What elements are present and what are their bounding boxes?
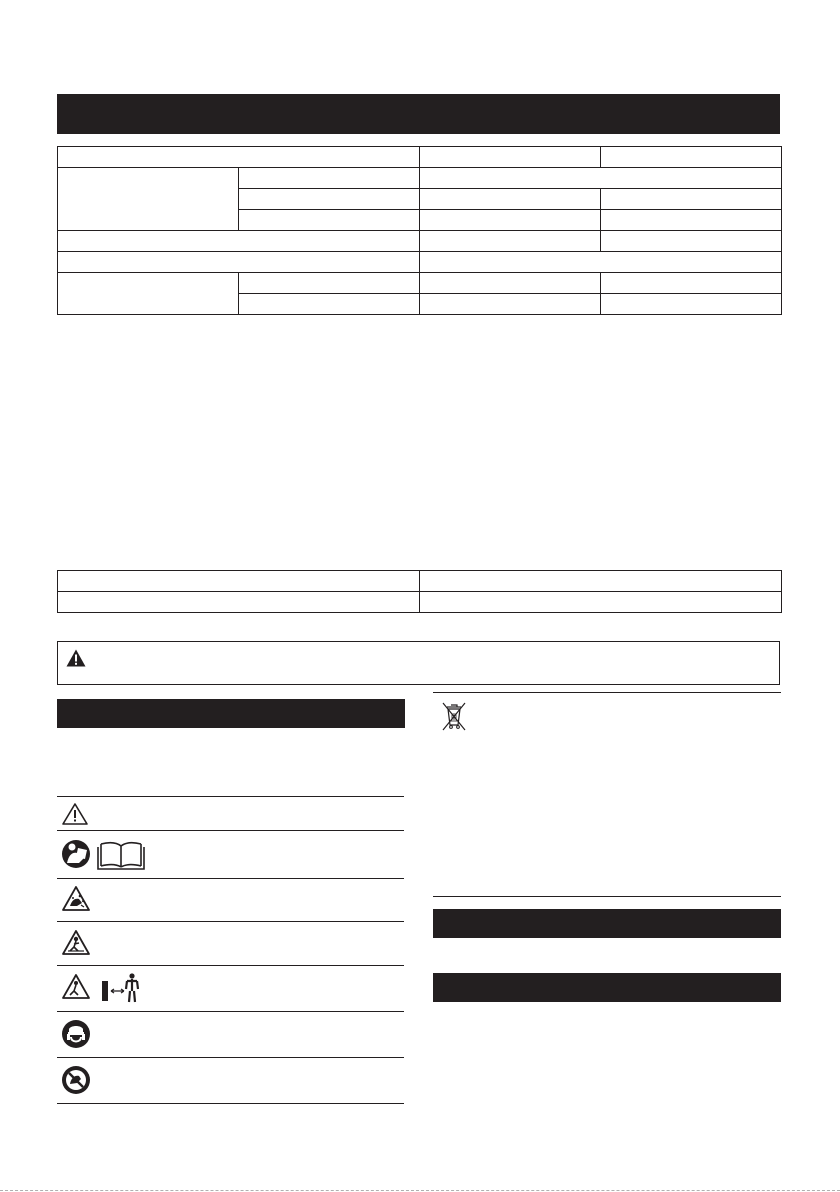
divider [433,692,781,693]
table-cell [601,189,782,210]
table-row [58,147,782,168]
table-cell [239,189,420,210]
table-cell [58,273,239,315]
symbol-row-read-manual [57,831,404,879]
table-cell [601,231,782,252]
table-cell [420,168,782,189]
table-row [58,592,782,613]
table-cell [58,168,239,231]
table-cell [239,168,420,189]
table-cell [58,571,420,592]
table-row [58,231,782,252]
read-manual-icon [61,837,151,871]
warning-triangle-icon [66,649,86,667]
symbols-section-title-band [57,699,405,728]
table-cell [239,210,420,231]
table-cell [420,252,782,273]
header-band [57,94,780,134]
thrown-objects-hazard-icon [61,929,91,957]
table-cell [420,273,601,294]
bystander-distance-icon [61,972,151,1004]
table-cell [420,189,601,210]
table-cell [601,147,782,168]
table-cell [239,294,420,315]
table-cell [601,210,782,231]
table-cell [420,592,782,613]
table-cell [420,231,601,252]
table-cell [601,294,782,315]
divider [433,896,781,897]
symbol-row-eye-ear-protection [57,1012,404,1058]
symbol-row-warning [57,797,404,831]
table-cell [239,273,420,294]
table-row [58,168,782,189]
symbol-row-thrown-objects [57,922,404,966]
spec-table-1 [57,146,782,315]
symbol-row-bystander-distance [57,966,404,1012]
table-cell [58,252,420,273]
table-row [58,252,782,273]
table-row [58,273,782,294]
section-3-title-band [433,973,781,1002]
table-cell [420,147,601,168]
symbol-row-flying-debris [57,879,404,922]
table-cell [58,231,420,252]
crossed-out-wheelie-bin-icon [440,700,468,732]
table-cell [58,592,420,613]
flying-debris-hazard-icon [61,885,91,913]
table-row [58,571,782,592]
section-2-title-band [433,909,781,938]
symbols-table [57,796,404,1104]
symbol-row-no-hands-near-blade [57,1058,404,1104]
warning-box [57,641,780,685]
table-cell [58,147,420,168]
table-cell [420,571,782,592]
eye-ear-protection-icon [61,1019,91,1049]
table-cell [420,294,601,315]
spec-table-2 [57,570,782,613]
page-edge-line [0,1190,840,1191]
table-cell [420,210,601,231]
warning-triangle-icon [61,802,89,826]
no-hands-near-blade-icon [61,1065,91,1095]
table-cell [601,273,782,294]
